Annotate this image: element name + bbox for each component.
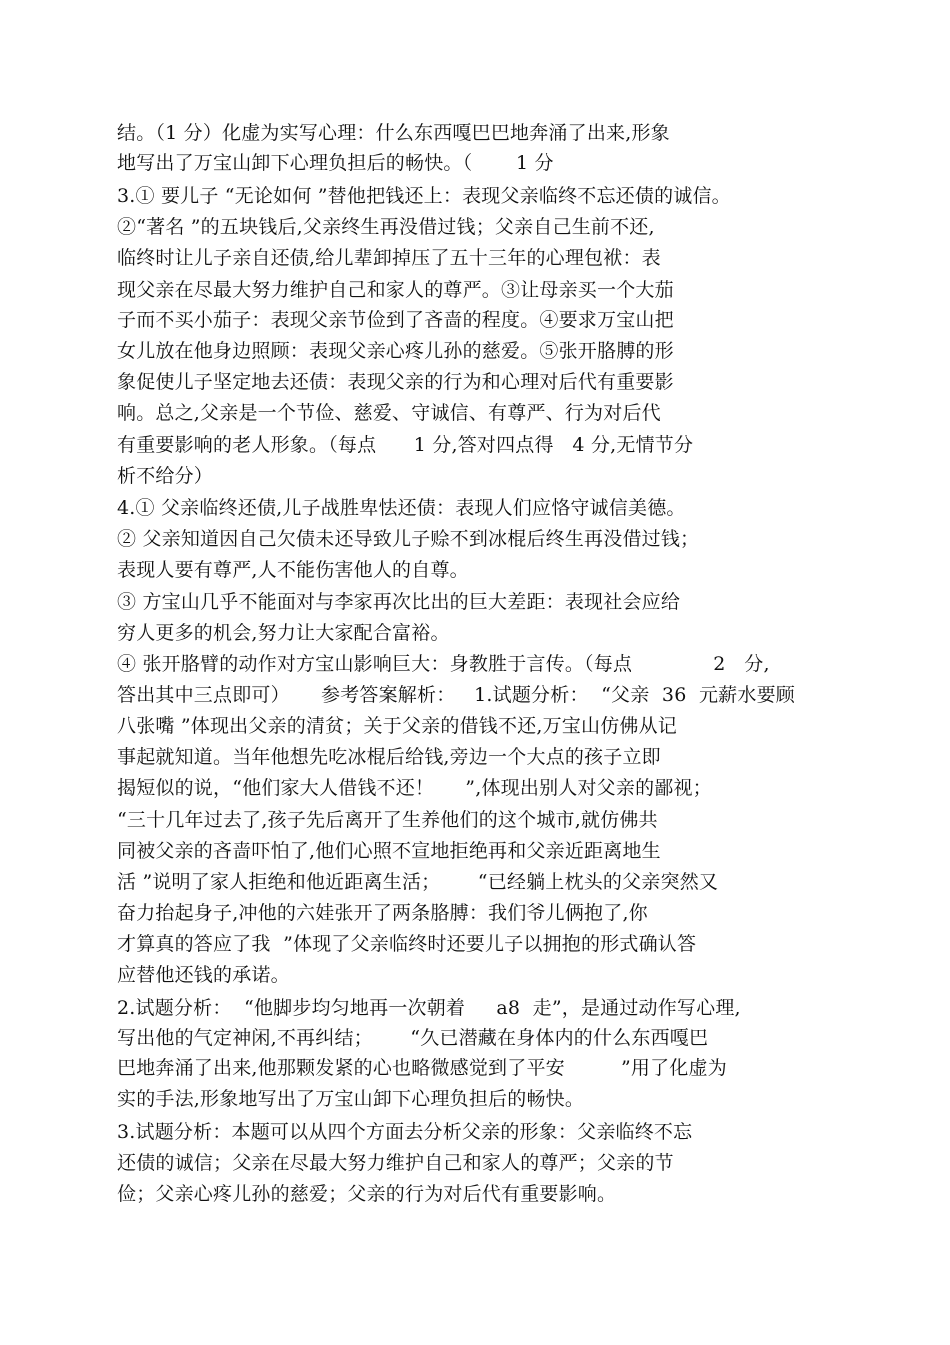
text-line: 子而不买小茄子：表现父亲节俭到了吝啬的程度。④要求万宝山把 [117,309,674,331]
text-line: 地写出了万宝山卸下心理负担后的畅快。（ 1 分 [117,152,554,174]
text-line: 结。（1 分）化虚为实写心理：什么东西嘎巴巴地奔涌了出来,形象 [117,122,670,144]
text-line: 奋力抬起身子,冲他的六娃张开了两条胳膊：我们爷儿俩抱了,你 [117,902,648,924]
text-line: 写出他的气定神闲,不再纠结； “久已潜藏在身体内的什么东西嘎巴 [117,1027,709,1049]
text-line: 揭短似的说，“他们家大人借钱不还！ ”,体现出别人对父亲的鄙视； [117,777,712,799]
text-line: 应替他还钱的承诺。 [117,964,290,986]
text-line: ② 父亲知道因自己欠债未还导致儿子赊不到冰棍后终生再没借过钱； [117,528,700,550]
text-line: 3.① 要儿子 “无论如何 ”替他把钱还上：表现父亲临终不忘还债的诚信。 [117,185,731,207]
text-line: 穷人更多的机会,努力让大家配合富裕。 [117,622,450,644]
text-line: 同被父亲的吝啬吓怕了,他们心照不宣地拒绝再和父亲近距离地生 [117,840,661,862]
text-line: 八张嘴 ”体现出父亲的清贫；关于父亲的借钱不还,万宝山仿佛从记 [117,715,677,737]
text-line: 临终时让儿子亲自还债,给儿辈卸掉压了五十三年的心理包袱：表 [117,247,661,269]
text-line: 4.① 父亲临终还债,儿子战胜卑怯还债：表现人们应恪守诚信美德。 [117,497,686,519]
text-line: ③ 方宝山几乎不能面对与李家再次比出的巨大差距：表现社会应给 [117,591,681,613]
text-line: ②“著名 ”的五块钱后,父亲终生再没借过钱；父亲自己生前不还, [117,216,655,238]
text-line: 才算真的答应了我 ”体现了父亲临终时还要儿子以拥抱的形式确认答 [117,933,697,955]
text-line: 还债的诚信；父亲在尽最大努力维护自己和家人的尊严；父亲的节 [117,1152,674,1174]
text-line: 活 ”说明了家人拒绝和他近距离生活； “已经躺上枕头的父亲突然又 [117,871,719,893]
text-line: 巴地奔涌了出来,他那颗发紧的心也略微感觉到了平安 ”用了化虚为 [117,1057,727,1079]
text-line: 象促使儿子坚定地去还债：表现父亲的行为和心理对后代有重要影 [117,371,674,393]
text-line: 析不给分） [117,465,214,487]
text-line: 3.试题分析：本题可以从四个方面去分析父亲的形象：父亲临终不忘 [117,1121,693,1143]
text-line: 现父亲在尽最大努力维护自己和家人的尊严。③让母亲买一个大茄 [117,279,674,301]
text-line: 表现人要有尊严,人不能伤害他人的自尊。 [117,559,469,581]
text-line: 响。总之,父亲是一个节俭、慈爱、守诚信、有尊严、行为对后代 [117,402,661,424]
text-line: 有重要影响的老人形象。（每点 1 分,答对四点得 4 分,无情节分 [117,434,694,456]
text-line: “三十几年过去了,孩子先后离开了生养他们的这个城市,就仿佛共 [117,809,658,831]
text-line: 实的手法,形象地写出了万宝山卸下心理负担后的畅快。 [117,1088,585,1110]
text-line: 事起就知道。当年他想先吃冰棍后给钱,旁边一个大点的孩子立即 [117,746,661,768]
text-line: 女儿放在他身边照顾：表现父亲心疼儿孙的慈爱。⑤张开胳膊的形 [117,340,674,362]
text-line: 答出其中三点即可） 参考答案解析： 1.试题分析： “父亲 36 元薪水要顾 [117,684,795,706]
text-line: 俭；父亲心疼儿孙的慈爱；父亲的行为对后代有重要影响。 [117,1183,617,1205]
text-line: ④ 张开胳臂的动作对方宝山影响巨大：身教胜于言传。（每点 2 分, [117,653,770,675]
text-line: 2.试题分析： “他脚步均匀地再一次朝着 a8 走”，是通过动作写心理, [117,997,741,1019]
